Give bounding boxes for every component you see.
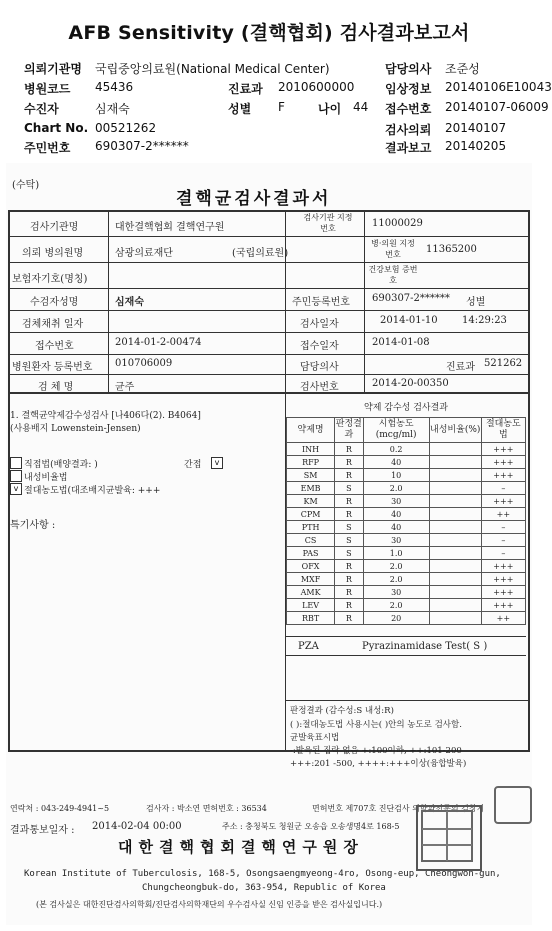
- drug-result: R: [335, 612, 363, 625]
- drug-ratio: [429, 456, 481, 469]
- drug-abs: +++: [481, 456, 525, 469]
- drug-conc: 2.0: [363, 573, 429, 586]
- col-abs: 절대농도법: [481, 418, 525, 443]
- footer-examiner: 검사자 : 박소연 면허번호 : 36534: [146, 804, 267, 813]
- req-no-value: 11365200: [426, 244, 477, 255]
- certificate-note: (본 검사실은 대한진단검사의학회/진단검사의학재단의 우수검사실 신임 인증을 받은 검사실입니다.): [36, 900, 383, 909]
- drug-name: SM: [287, 469, 335, 482]
- indirect-checkbox: v: [211, 457, 223, 469]
- drug-abs: +++: [481, 560, 525, 573]
- abs-label: 절대농도법(대조배지균발육: +++: [24, 486, 161, 496]
- drug-result: R: [335, 456, 363, 469]
- result-report-label: 결과보고: [385, 141, 432, 155]
- institute-address-en-2: Chungcheongbuk-do, 363-954, Republic of Korea: [142, 883, 386, 893]
- doctor-form-label: 담당의사: [300, 362, 339, 373]
- footer-doctor: 면허번호 제707호 진단검사 의학과전문의 김창기: [312, 804, 485, 813]
- direct-checkbox: [10, 457, 22, 469]
- lab-label: 검사기관명: [30, 222, 79, 233]
- drug-conc: 10: [363, 469, 429, 482]
- test-date-label: 검사일자: [300, 319, 339, 330]
- patient-form-value: 심재숙: [115, 297, 144, 308]
- insurance-no-label: 건강보험 증번호: [368, 265, 418, 285]
- recv-date-label: 접수일자: [300, 341, 339, 352]
- drug-ratio: [429, 599, 481, 612]
- drug-row: [287, 521, 526, 534]
- legend-line-2: ( ):절대농도법 사용시는( )안의 농도로 검사함.: [290, 720, 462, 730]
- report-title: AFB Sensitivity (결핵협회) 검사결과보고서: [68, 22, 470, 44]
- clinical-info-value: 20140106E10043: [445, 80, 552, 94]
- req-no-label: 병·의원 지정번호: [371, 239, 415, 259]
- col-conc: 시험농도(mcg/ml): [363, 418, 429, 443]
- recv-no-value: 2014-01-2-00474: [115, 337, 202, 348]
- drug-ratio: [429, 469, 481, 482]
- drug-result: R: [335, 586, 363, 599]
- req-label: 의뢰 병의원명: [22, 248, 84, 259]
- drug-row: [287, 443, 526, 456]
- drug-name: LEV: [287, 599, 335, 612]
- drug-row: [287, 586, 526, 599]
- legend-line-1: 판정결과 (감수성:S 내성:R): [290, 706, 394, 716]
- drug-abs: ++: [481, 612, 525, 625]
- specimen-value: 균주: [115, 382, 135, 393]
- req-value: 삼광의료재단: [115, 248, 173, 259]
- requesting-institution-label: 의뢰기관명: [24, 62, 82, 76]
- lab-no-value: 11000029: [372, 218, 423, 229]
- chart-no-value: 00521262: [95, 121, 157, 135]
- drug-ratio: [429, 586, 481, 599]
- method-line-1: 1. 결핵균약제감수성검사 [나406다(2). B4064]: [10, 411, 201, 421]
- chart-no-label: Chart No.: [24, 121, 89, 135]
- drug-conc: 2.0: [363, 560, 429, 573]
- drug-row: [287, 495, 526, 508]
- drug-result: R: [335, 495, 363, 508]
- resist-checkbox: [10, 470, 22, 482]
- drug-conc: 2.0: [363, 599, 429, 612]
- drug-conc: 40: [363, 456, 429, 469]
- drug-abs: +++: [481, 443, 525, 456]
- specimen-label: 검 체 명: [38, 382, 74, 393]
- hospital-code-label: 병원코드: [24, 82, 71, 96]
- drug-conc: 40: [363, 508, 429, 521]
- drug-name: INH: [287, 443, 335, 456]
- drug-name: RBT: [287, 612, 335, 625]
- insurance-label: 보험자기호(명칭): [12, 274, 88, 285]
- report-date-label: 결과통보일자 :: [10, 825, 75, 836]
- drug-result: R: [335, 508, 363, 521]
- dept-form-label: 진료과: [446, 362, 475, 373]
- department-value: 2010600000: [278, 80, 355, 94]
- patient-value: 심재숙: [95, 102, 130, 116]
- req-sub: (국립의료원): [232, 248, 289, 259]
- reg-label: 병원환자 등록번호: [12, 362, 93, 373]
- drug-name: PAS: [287, 547, 335, 560]
- drug-results-table: [286, 417, 526, 625]
- department-label: 진료과: [228, 82, 263, 96]
- pza-name: PZA: [298, 641, 319, 652]
- drug-result: S: [335, 521, 363, 534]
- drug-ratio: [429, 443, 481, 456]
- results-title: 약제 감수성 검사결과: [364, 403, 448, 413]
- patient-label: 수진자: [24, 102, 59, 116]
- drug-conc: 1.0: [363, 547, 429, 560]
- drug-row: [287, 560, 526, 573]
- sex-value: F: [278, 100, 285, 114]
- drug-result: S: [335, 482, 363, 495]
- remarks-label: 특기사항 :: [10, 520, 56, 531]
- address-kr: 주소 : 충청북도 청원군 오송읍 오송생명4로 168-5: [222, 822, 400, 831]
- drug-abs: +++: [481, 599, 525, 612]
- drug-name: EMB: [287, 482, 335, 495]
- drug-conc: 0.2: [363, 443, 429, 456]
- drug-name: OFX: [287, 560, 335, 573]
- dept-form-value: 521262: [484, 358, 523, 369]
- drug-name: MXF: [287, 573, 335, 586]
- drug-abs: –: [481, 482, 525, 495]
- drug-conc: 30: [363, 534, 429, 547]
- legend-line-4: -:발육된 집락 없음 +:100이하, ++:101-200: [290, 746, 462, 756]
- drug-conc: 20: [363, 612, 429, 625]
- drug-name: CS: [287, 534, 335, 547]
- direct-label: 직접법(배양결과: ): [24, 460, 98, 470]
- hospital-code-value: 45436: [95, 80, 134, 94]
- receipt-no-label: 접수번호: [385, 102, 432, 116]
- resident-no-label: 주민번호: [24, 141, 71, 155]
- requesting-institution-value: 국립중앙의료원(National Medical Center): [95, 62, 330, 76]
- drug-row: [287, 612, 526, 625]
- drug-row: [287, 508, 526, 521]
- drug-abs: –: [481, 521, 525, 534]
- drug-abs: –: [481, 534, 525, 547]
- drug-name: PTH: [287, 521, 335, 534]
- drug-row: [287, 456, 526, 469]
- recv-date-value: 2014-01-08: [372, 337, 430, 348]
- id-value: 690307-2******: [372, 293, 450, 304]
- drug-ratio: [429, 482, 481, 495]
- drug-name: KM: [287, 495, 335, 508]
- reg-value: 010706009: [115, 358, 173, 369]
- drug-row: [287, 469, 526, 482]
- drug-result: R: [335, 560, 363, 573]
- result-report-value: 20140205: [445, 139, 507, 153]
- test-no-value: 2014-20-00350: [372, 378, 449, 389]
- drug-result: S: [335, 534, 363, 547]
- drug-row: [287, 599, 526, 612]
- indirect-label: 간접: [184, 460, 202, 470]
- official-seal-stamp: [416, 805, 482, 871]
- drug-ratio: [429, 534, 481, 547]
- pza-value: Pyrazinamidase Test( S ): [362, 641, 488, 652]
- legend-line-5: +++:201 -500, ++++:+++이상(융합발육): [290, 759, 467, 769]
- drug-abs: +++: [481, 573, 525, 586]
- drug-ratio: [429, 547, 481, 560]
- drug-abs: +++: [481, 495, 525, 508]
- drug-name: RFP: [287, 456, 335, 469]
- drug-ratio: [429, 495, 481, 508]
- method-line-2: (사용배지 Lowenstein-Jensen): [10, 424, 141, 434]
- drug-name: AMK: [287, 586, 335, 599]
- drug-result: R: [335, 573, 363, 586]
- drug-row: [287, 482, 526, 495]
- seal-pattern-icon: [418, 807, 476, 865]
- drug-result: R: [335, 599, 363, 612]
- doctor-label: 담당의사: [385, 62, 432, 76]
- drug-abs: –: [481, 547, 525, 560]
- drug-ratio: [429, 521, 481, 534]
- drug-conc: 30: [363, 495, 429, 508]
- doctor-value: 조준성: [445, 62, 480, 76]
- drug-result: R: [335, 469, 363, 482]
- age-value: 44: [353, 100, 369, 114]
- drug-row: [287, 534, 526, 547]
- sex-form-label: 성별: [466, 297, 486, 308]
- test-no-label: 검사번호: [300, 382, 339, 393]
- age-label: 나이: [318, 102, 342, 116]
- drug-row: [287, 573, 526, 586]
- footer-phone: 연락처 : 043-249-4941~5: [10, 804, 110, 813]
- drug-result: S: [335, 547, 363, 560]
- resist-label: 내성비율법: [24, 473, 68, 483]
- drug-ratio: [429, 560, 481, 573]
- abs-checkbox: v: [10, 483, 22, 495]
- drug-conc: 40: [363, 521, 429, 534]
- col-drug: 약제명: [287, 418, 335, 443]
- lab-value: 대한결핵협회 결핵연구원: [115, 222, 225, 233]
- sex-label: 성별: [228, 102, 252, 116]
- col-ratio: 내성비율(%): [429, 418, 481, 443]
- drug-abs: +++: [481, 586, 525, 599]
- form-tag: (수탁): [12, 180, 40, 191]
- drug-row: [287, 547, 526, 560]
- collect-label: 검체채취 일자: [22, 319, 84, 330]
- drug-abs: +++: [481, 469, 525, 482]
- report-date-value: 2014-02-04 00:00: [92, 821, 182, 832]
- clinical-info-label: 임상정보: [385, 82, 432, 96]
- recv-no-label: 접수번호: [35, 341, 74, 352]
- form-title: 결핵균검사결과서: [176, 189, 332, 209]
- drug-conc: 2.0: [363, 482, 429, 495]
- drug-result: R: [335, 443, 363, 456]
- lab-no-label: 검사기관 지정번호: [303, 213, 353, 233]
- id-label: 주민등록번호: [292, 297, 350, 308]
- drug-ratio: [429, 508, 481, 521]
- drug-abs: ++: [481, 508, 525, 521]
- institute-address-en-1: Korean Institute of Tuberculosis, 168-5, Osongsaengmyeong-4ro, Osong-eup, Cheongwon-gun,: [24, 869, 501, 879]
- institute-name-kr: 대한결핵협회결핵연구원장: [118, 838, 364, 856]
- drug-ratio: [429, 612, 481, 625]
- legend-line-3: 균발육표시법: [290, 733, 340, 743]
- seal-stamp-small: [494, 786, 532, 824]
- test-time-value: 14:29:23: [462, 315, 507, 326]
- test-request-label: 검사의뢰: [385, 123, 432, 137]
- col-result: 판정결과: [335, 418, 363, 443]
- test-date-value: 2014-01-10: [380, 315, 438, 326]
- patient-form-label: 수검자성명: [30, 297, 79, 308]
- test-request-value: 20140107: [445, 121, 507, 135]
- drug-ratio: [429, 573, 481, 586]
- drug-name: CPM: [287, 508, 335, 521]
- receipt-no-value: 20140107-06009: [445, 100, 549, 114]
- drug-conc: 30: [363, 586, 429, 599]
- resident-no-value: 690307-2******: [95, 139, 189, 153]
